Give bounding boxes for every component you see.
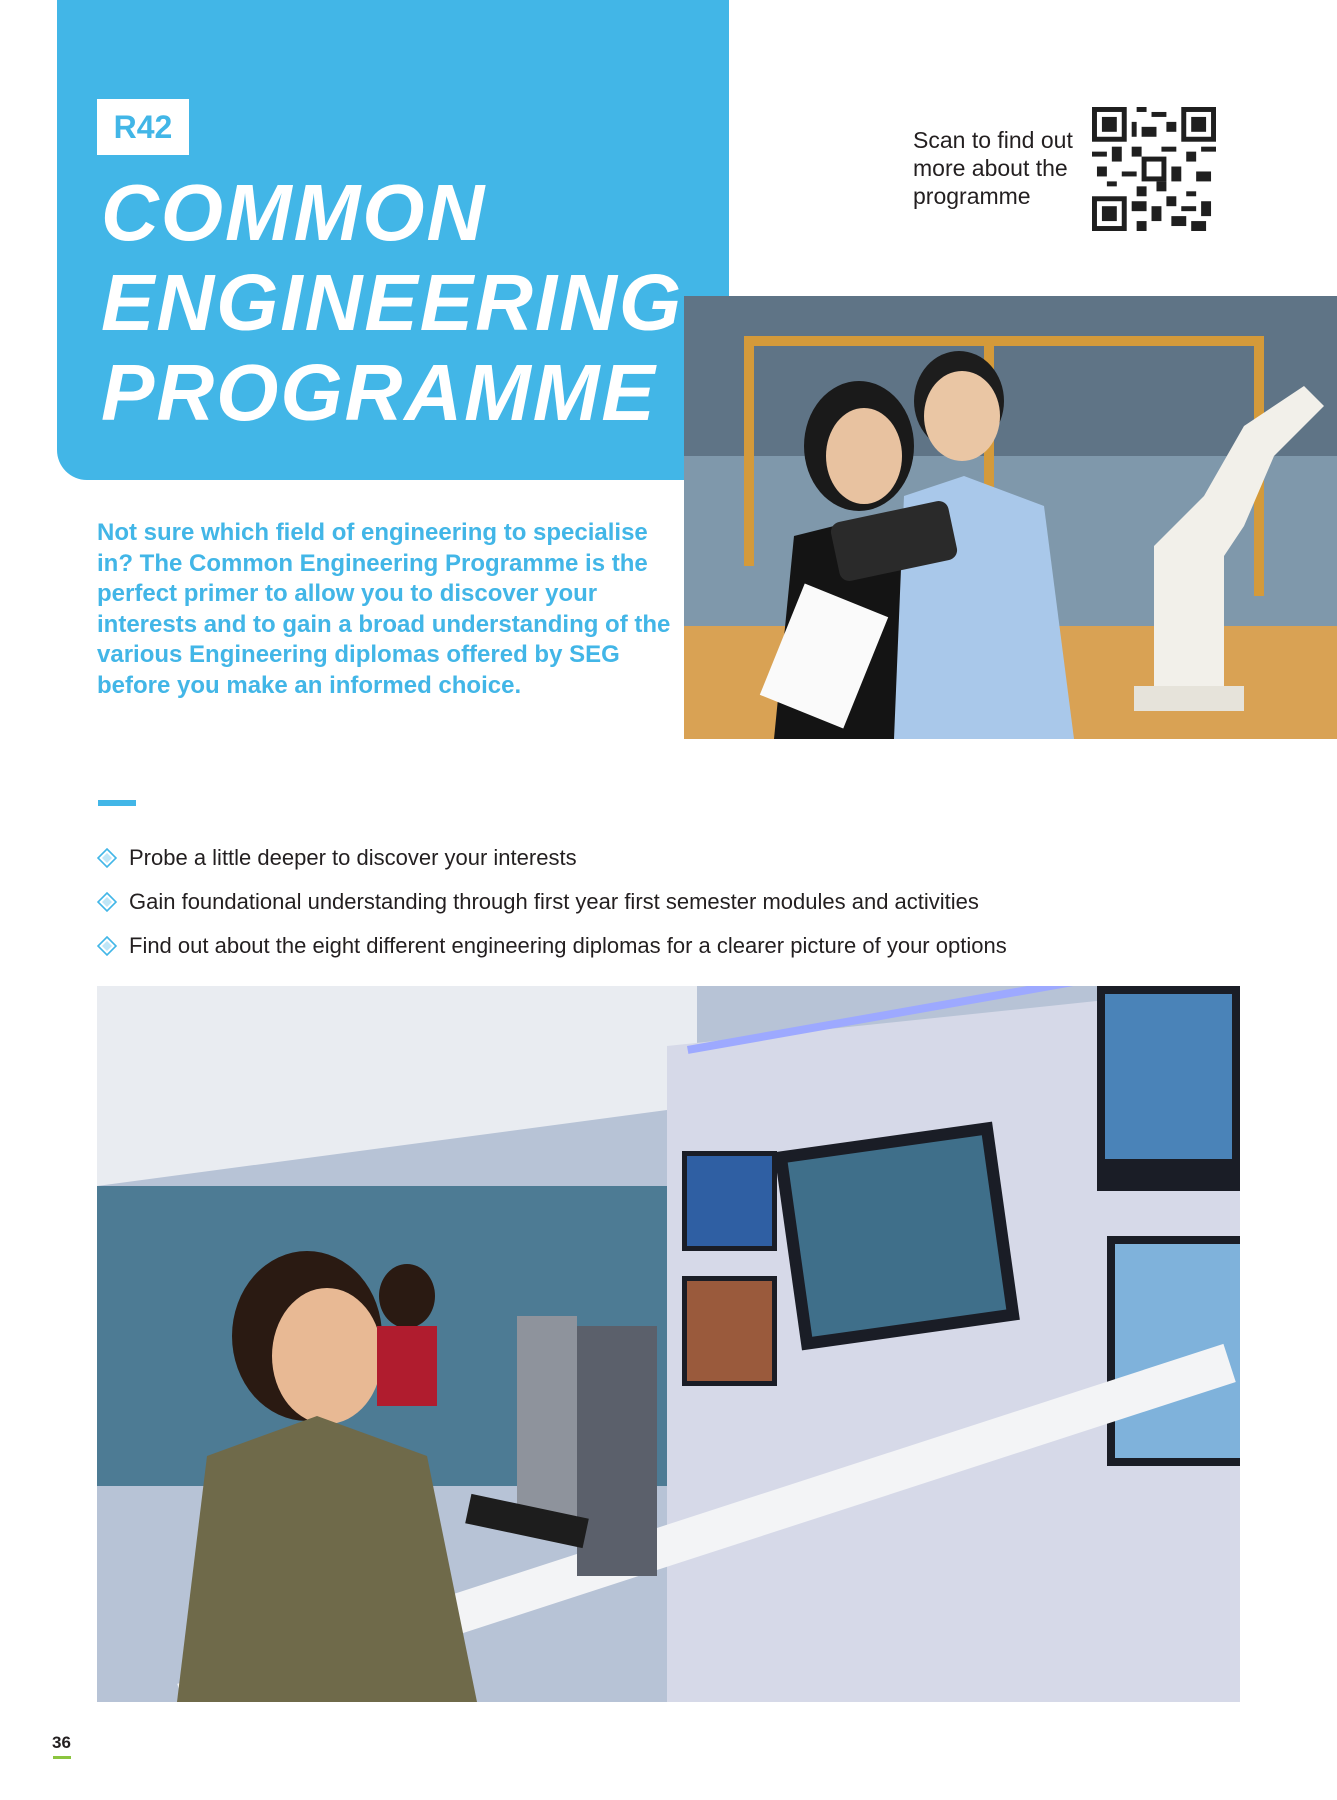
list-item-text: Find out about the eight different engineering diplomas for a clearer picture of your options	[129, 933, 1007, 958]
qr-caption-line: programme	[913, 183, 1031, 209]
title-line: ENGINEERING	[101, 258, 684, 347]
page-number-underline	[53, 1756, 71, 1759]
control-room-photo	[97, 986, 1240, 1702]
title-line: PROGRAMME	[101, 348, 657, 437]
programme-title	[101, 168, 683, 438]
list-item	[97, 880, 1007, 924]
qr-caption	[913, 126, 1083, 210]
list-item	[97, 924, 1007, 968]
diamond-icon	[97, 936, 117, 956]
programme-code-badge: R42	[97, 99, 189, 155]
highlights-list	[97, 836, 1007, 968]
list-item	[97, 836, 1007, 880]
section-divider-dash	[98, 800, 136, 806]
students-robotics-lab-photo	[684, 296, 1337, 739]
list-item-text: Gain foundational understanding through first year first semester modules and activities	[129, 889, 979, 914]
page-number: 36	[52, 1733, 71, 1752]
list-item-text: Probe a little deeper to discover your interests	[129, 845, 577, 870]
qr-code-icon[interactable]	[1092, 107, 1216, 231]
diamond-icon	[97, 848, 117, 868]
intro-paragraph: Not sure which field of engineering to specialise in? The Common Engineering Programme is the perfect primer to allow you to discover your interests and to gain a broad understanding of the various Engineering diplomas offered by SEG before you make an informed choice.	[97, 519, 671, 699]
control-room-illustration	[97, 986, 1240, 1702]
robot-arm-lab-illustration	[684, 296, 1337, 739]
qr-caption-line: Scan to find out	[913, 127, 1073, 153]
title-line: COMMON	[101, 168, 487, 257]
diamond-icon	[97, 892, 117, 912]
qr-caption-line: more about the	[913, 155, 1068, 181]
